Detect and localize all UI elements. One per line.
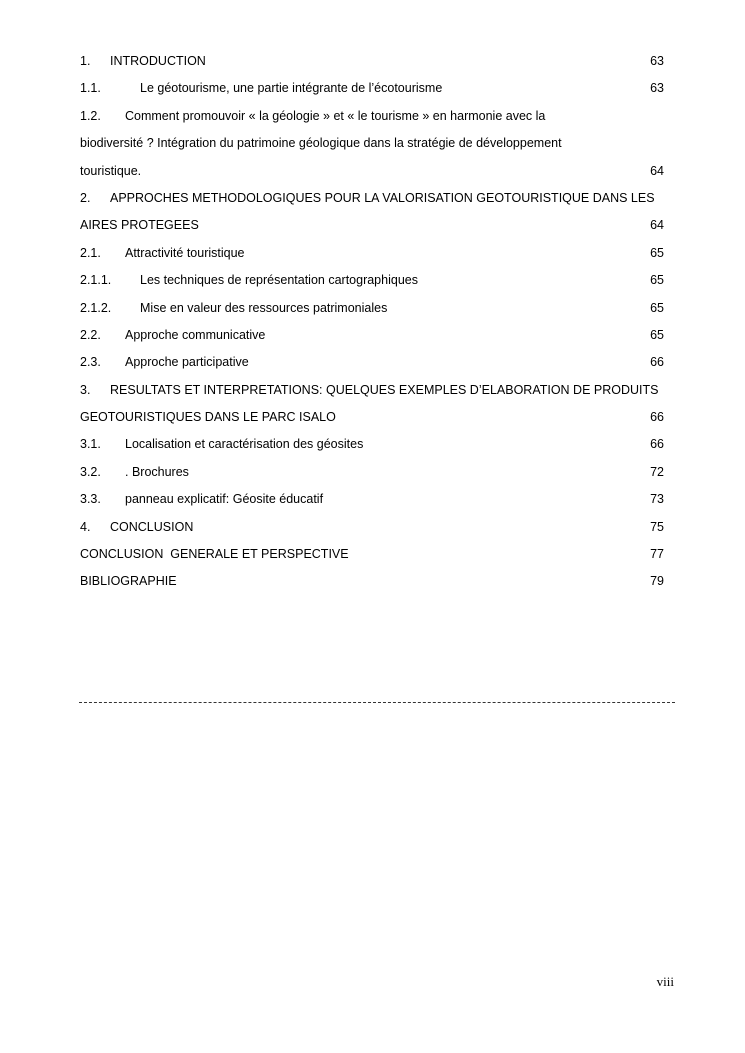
toc-title: Localisation et caractérisation des géosites [125, 437, 364, 452]
toc-page-number: 72 [650, 464, 664, 479]
page-folio: viii [656, 974, 674, 989]
toc-line [80, 404, 664, 431]
toc-line [80, 130, 664, 157]
toc-line [80, 377, 664, 404]
toc-line [80, 240, 664, 267]
toc-title: Les techniques de représentation cartographiques [140, 273, 418, 288]
toc-number: 3.2. [80, 464, 101, 479]
toc-page-number: 75 [650, 519, 664, 534]
toc-title: APPROCHES METHODOLOGIQUES POUR LA VALORISATION GEOTOURISTIQUE DANS LES [110, 190, 655, 205]
toc-page-number: 63 [650, 54, 664, 68]
toc-title: Mise en valeur des ressources patrimoniales [140, 300, 388, 315]
toc-line [80, 568, 664, 595]
toc-title: CONCLUSION GENERALE ET PERSPECTIVE [80, 547, 349, 562]
toc-page-number: 63 [650, 81, 664, 96]
toc-line [80, 431, 664, 458]
toc-line [80, 349, 664, 376]
toc-page-number: 79 [650, 574, 664, 589]
toc-line [80, 459, 664, 486]
toc-line [80, 486, 664, 513]
toc-number: 2.1.2. [80, 300, 112, 315]
toc-page-number: 73 [650, 492, 664, 507]
toc-title-continuation: AIRES PROTEGEES [80, 218, 199, 233]
toc-line [80, 158, 664, 185]
toc-page-number: 66 [650, 410, 664, 425]
toc-page-number: 77 [650, 547, 664, 562]
toc-line [80, 212, 664, 239]
toc-number: 1.1. [80, 81, 101, 96]
toc-page-number: 64 [650, 163, 664, 178]
toc-line [80, 514, 664, 541]
toc-number: 1.2. [80, 108, 101, 123]
toc-title: Approche participative [125, 355, 249, 370]
table-of-contents [80, 48, 664, 596]
toc-title: Approche communicative [125, 327, 266, 342]
toc-line [80, 322, 664, 349]
toc-number: 2. [80, 190, 91, 205]
toc-page-number: 65 [650, 327, 664, 342]
toc-page-number: 64 [650, 218, 664, 233]
toc-number: 1. [80, 54, 91, 68]
toc-line [80, 267, 664, 294]
toc-page-number: 65 [650, 300, 664, 315]
toc-title: CONCLUSION [110, 519, 194, 534]
toc-number: 3. [80, 382, 91, 397]
toc-title: panneau explicatif: Géosite éducatif [125, 492, 324, 507]
toc-page-number: 66 [650, 355, 664, 370]
toc-title-continuation: touristique. [80, 163, 142, 178]
toc-page-number: 66 [650, 437, 664, 452]
toc-title-continuation: biodiversité ? Intégration du patrimoine géologique dans la stratégie de développement [80, 136, 562, 151]
toc-line [80, 185, 664, 212]
toc-title: Comment promouvoir « la géologie » et « le tourisme » en harmonie avec la [125, 108, 546, 123]
toc-page-number: 65 [650, 245, 664, 260]
toc-title: BIBLIOGRAPHIE [80, 574, 177, 589]
toc-title: Attractivité touristique [125, 245, 245, 260]
toc-title: Le géotourisme, une partie intégrante de l’écotourisme [140, 81, 443, 96]
toc-number: 4. [80, 519, 91, 534]
toc-line [80, 295, 664, 322]
toc-number: 2.1.1. [80, 273, 112, 288]
toc-line [80, 541, 664, 568]
toc-title-continuation: GEOTOURISTIQUES DANS LE PARC ISALO [80, 410, 336, 425]
toc-title: RESULTATS ET INTERPRETATIONS: QUELQUES EXEMPLES D’ELABORATION DE PRODUITS [110, 382, 659, 397]
toc-number: 2.1. [80, 245, 101, 260]
toc-title: INTRODUCTION [110, 54, 206, 68]
toc-line [80, 48, 664, 75]
toc-line [80, 75, 664, 102]
toc-page-number: 65 [650, 273, 664, 288]
toc-title: . Brochures [125, 464, 189, 479]
toc-number: 3.1. [80, 437, 101, 452]
toc-number: 3.3. [80, 492, 101, 507]
dashed-divider [79, 702, 675, 703]
toc-number: 2.3. [80, 355, 101, 370]
toc-number: 2.2. [80, 327, 101, 342]
toc-line [80, 103, 664, 130]
